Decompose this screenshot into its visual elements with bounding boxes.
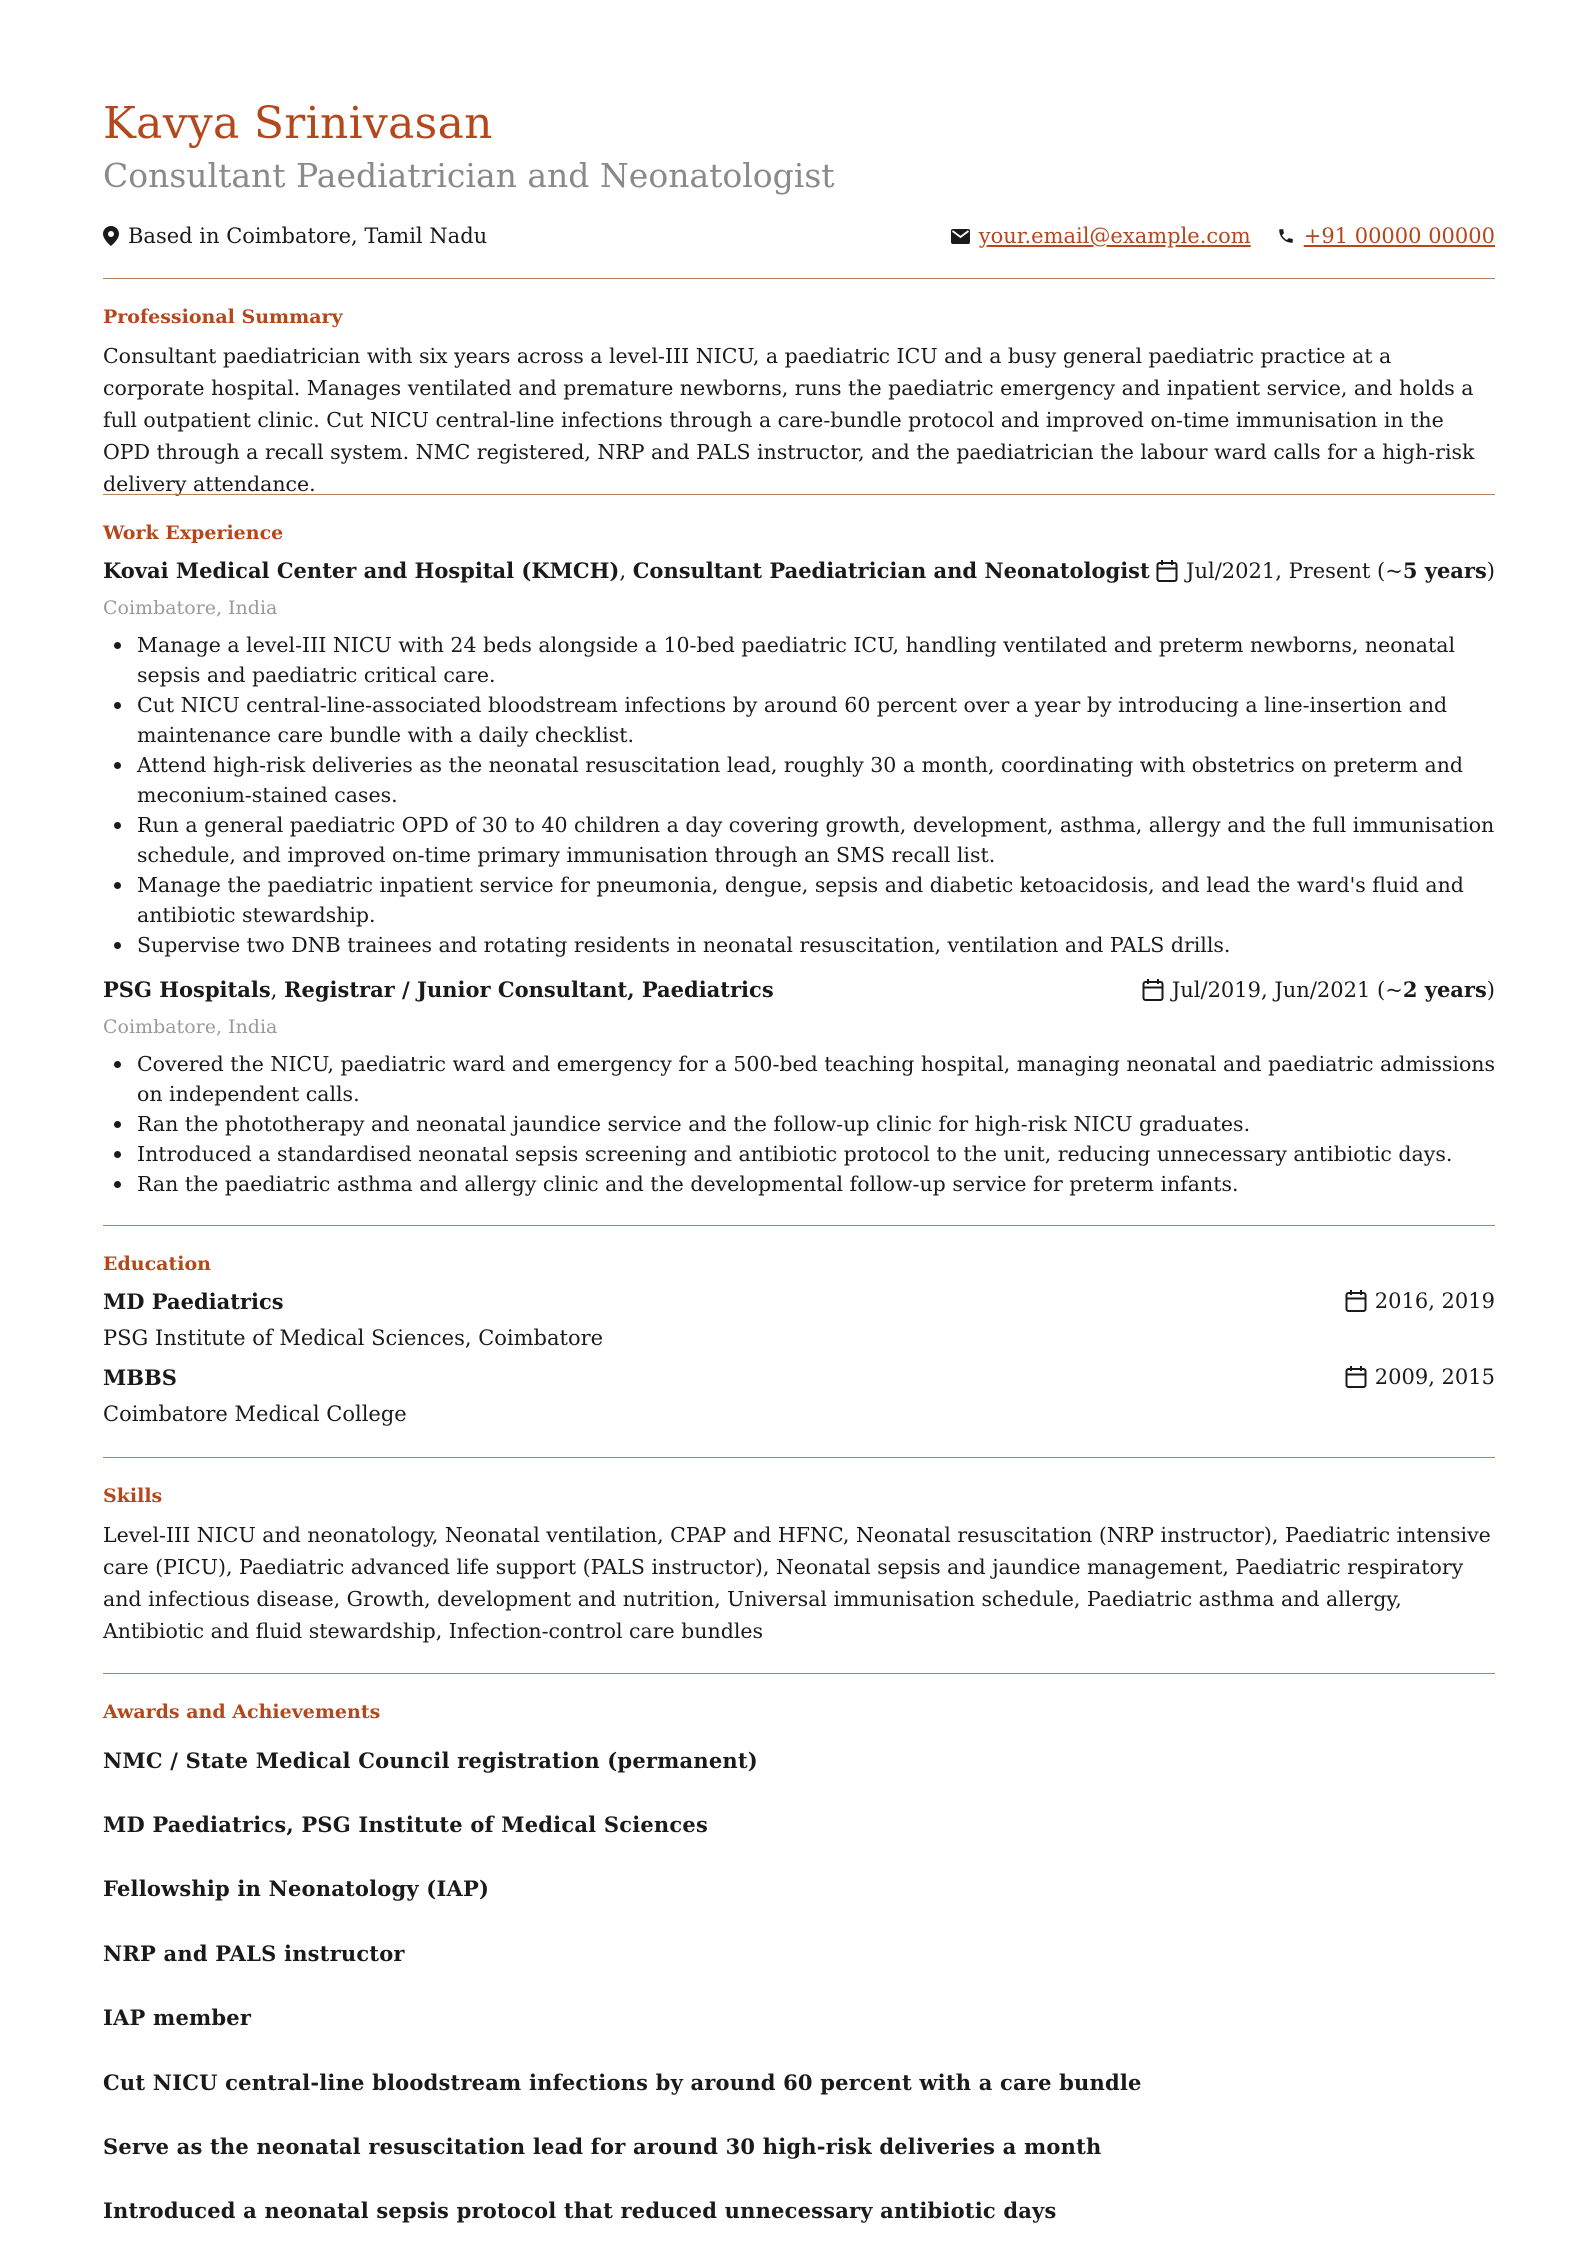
job-date-range: Jul/2021, Present (~ <box>1186 558 1403 583</box>
award-item: Fellowship in Neonatology (IAP) <box>103 1876 490 1901</box>
map-pin-icon <box>103 226 119 246</box>
job-separator: , <box>270 978 285 1002</box>
calendar-icon <box>1345 1289 1367 1313</box>
job-date-close: ) <box>1486 977 1495 1002</box>
summary-heading: Professional Summary <box>103 306 343 328</box>
list-item: Ran the phototherapy and neonatal jaundice service and the follow-up clinic for high-risk NICU graduates. <box>137 1109 1495 1139</box>
job-title-line <box>103 558 1150 583</box>
divider <box>103 1225 1495 1226</box>
degree-name: MD Paediatrics <box>103 1289 284 1314</box>
education-school: Coimbatore Medical College <box>103 1402 407 1426</box>
awards-heading: Awards and Achievements <box>103 1701 381 1723</box>
envelope-icon <box>951 229 970 244</box>
list-item: Manage a level-III NICU with 24 beds alongside a 10-bed paediatric ICU, handling ventilated and preterm newborns, neonatal sepsis and paediatric critical care. <box>137 630 1495 690</box>
education-entry <box>103 1365 1495 1395</box>
education-dates <box>1345 1365 1495 1389</box>
education-date-text: 2016, 2019 <box>1374 1289 1495 1313</box>
job-separator: , <box>619 559 633 583</box>
divider <box>103 1673 1495 1674</box>
education-dates <box>1345 1289 1495 1313</box>
location-text: Based in Coimbatore, Tamil Nadu <box>128 224 488 248</box>
job-date-range: Jul/2019, Jun/2021 (~ <box>1171 977 1403 1002</box>
divider <box>103 494 1495 495</box>
location <box>103 224 487 248</box>
education-heading: Education <box>103 1253 211 1275</box>
education-date-text: 2009, 2015 <box>1374 1365 1495 1389</box>
award-item: NMC / State Medical Council registration (permanent) <box>103 1748 758 1773</box>
job-header <box>103 977 1495 1007</box>
award-item: Serve as the neonatal resuscitation lead for around 30 high-risk deliveries a month <box>103 2134 1102 2159</box>
award-item: Cut NICU central-line bloodstream infections by around 60 percent with a care bundle <box>103 2070 1142 2095</box>
job-location: Coimbatore, India <box>103 597 278 619</box>
phone-link[interactable]: +91 00000 00000 <box>1303 224 1495 248</box>
job-employer: Kovai Medical Center and Hospital (KMCH) <box>103 558 620 583</box>
degree-name: MBBS <box>103 1365 177 1390</box>
job-employer: PSG Hospitals <box>103 977 271 1002</box>
list-item: Attend high-risk deliveries as the neonatal resuscitation lead, roughly 30 a month, coordinating with obstetrics on preterm and meconium-stained cases. <box>137 750 1495 810</box>
award-item: NRP and PALS instructor <box>103 1941 405 1966</box>
email-item <box>951 224 1251 248</box>
job-title-line <box>103 977 774 1002</box>
education-degree <box>103 1289 284 1314</box>
divider <box>103 278 1495 279</box>
skills-text: Level-III NICU and neonatology, Neonatal ventilation, CPAP and HFNC, Neonatal resuscitation (NRP instructor), Paediatric intensive care (PICU), Paediatric advanced life support (PALS instructor), Neonatal sepsis and jaundice management, Paediatric respiratory and infectious disease, Growth, development and nutrition, Universal immunisation schedule, Paediatric asthma and allergy, Antibiotic and fluid stewardship, Infection-control care bundles <box>103 1523 1491 1643</box>
email-link[interactable]: your.email@example.com <box>978 224 1251 248</box>
job-duration: 2 years <box>1402 977 1487 1002</box>
job-bullets <box>103 630 1495 960</box>
job-role: Registrar / Junior Consultant, Paediatrics <box>284 977 774 1002</box>
award-item: Introduced a neonatal sepsis protocol that reduced unnecessary antibiotic days <box>103 2198 1057 2223</box>
contact-bar <box>103 224 1495 254</box>
job-bullets <box>103 1049 1495 1199</box>
job-role: Consultant Paediatrician and Neonatologist <box>632 558 1150 583</box>
job-dates <box>1156 558 1495 583</box>
job-location: Coimbatore, India <box>103 1016 278 1038</box>
job-header <box>103 558 1495 588</box>
candidate-name: Kavya Srinivasan <box>103 98 493 149</box>
list-item: Ran the paediatric asthma and allergy clinic and the developmental follow-up service for preterm infants. <box>137 1169 1495 1199</box>
experience-heading: Work Experience <box>103 522 284 544</box>
education-degree <box>103 1365 177 1390</box>
list-item: Run a general paediatric OPD of 30 to 40 children a day covering growth, development, asthma, allergy and the full immunisation schedule, and improved on-time primary immunisation through an SMS recall list. <box>137 810 1495 870</box>
list-item: Manage the paediatric inpatient service for pneumonia, dengue, sepsis and diabetic ketoacidosis, and lead the ward's fluid and antibiotic stewardship. <box>137 870 1495 930</box>
phone-item <box>1277 224 1495 248</box>
award-item: MD Paediatrics, PSG Institute of Medical Sciences <box>103 1812 708 1837</box>
calendar-icon <box>1156 559 1178 583</box>
award-item: IAP member <box>103 2005 252 2030</box>
list-item: Covered the NICU, paediatric ward and emergency for a 500-bed teaching hospital, managing neonatal and paediatric admissions on independent calls. <box>137 1049 1495 1109</box>
skills-heading: Skills <box>103 1485 163 1507</box>
job-dates <box>1142 977 1495 1002</box>
education-entry <box>103 1289 1495 1319</box>
job-duration: 5 years <box>1402 558 1487 583</box>
candidate-title: Consultant Paediatrician and Neonatologist <box>103 156 835 195</box>
calendar-icon <box>1142 978 1164 1002</box>
list-item: Introduced a standardised neonatal sepsis screening and antibiotic protocol to the unit, reducing unnecessary antibiotic days. <box>137 1139 1495 1169</box>
calendar-icon <box>1345 1365 1367 1389</box>
job-date-close: ) <box>1486 558 1495 583</box>
list-item: Cut NICU central-line-associated bloodstream infections by around 60 percent over a year by introducing a line-insertion and maintenance care bundle with a daily checklist. <box>137 690 1495 750</box>
phone-icon <box>1277 227 1295 245</box>
summary-text: Consultant paediatrician with six years across a level-III NICU, a paediatric ICU and a busy general paediatric practice at a corporate hospital. Manages ventilated and premature newborns, runs the paediatric emergency and inpatient service, and holds a full outpatient clinic. Cut NICU central-line infections through a care-bundle protocol and improved on-time immunisation in the OPD through a recall system. NMC registered, NRP and PALS instructor, and the paediatrician the labour ward calls for a high-risk delivery attendance. <box>103 344 1475 496</box>
contact-links <box>951 224 1495 248</box>
education-school: PSG Institute of Medical Sciences, Coimbatore <box>103 1326 604 1350</box>
divider <box>103 1457 1495 1458</box>
list-item: Supervise two DNB trainees and rotating residents in neonatal resuscitation, ventilation and PALS drills. <box>137 930 1495 960</box>
